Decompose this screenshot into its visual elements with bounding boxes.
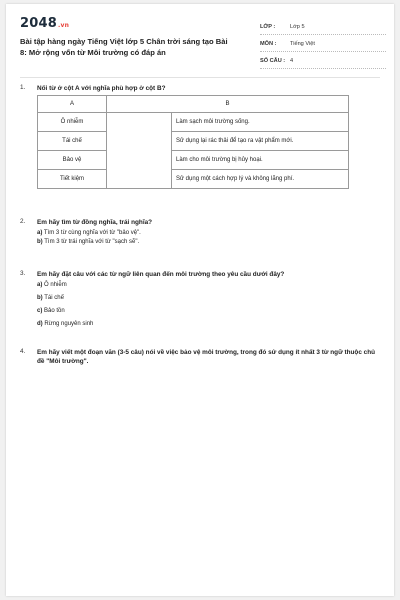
connector-area xyxy=(107,113,172,189)
meta-value: Lớp 5 xyxy=(290,24,305,30)
question-number: 2. xyxy=(20,218,26,225)
sub-marker: c) xyxy=(37,308,43,314)
cell-b: Sử dụng lại rác thải để tạo ra vật phẩm mới. xyxy=(172,132,349,151)
question-number: 1. xyxy=(20,84,26,91)
meta-value: 4 xyxy=(290,58,294,64)
question-number: 3. xyxy=(20,270,26,277)
table-row xyxy=(38,151,349,170)
sub-marker: a) xyxy=(37,282,43,288)
sub-text: Tái chế xyxy=(44,295,64,301)
meta-label: LỚP : xyxy=(260,24,276,30)
sub-item xyxy=(37,320,93,329)
matching-table xyxy=(37,95,349,189)
sub-marker: b) xyxy=(37,239,43,245)
column-header-a: A xyxy=(38,96,107,113)
sub-marker: d) xyxy=(37,321,43,327)
question-number: 4. xyxy=(20,348,26,355)
meta-row-grade xyxy=(260,22,386,35)
cell-b: Làm sạch môi trường sống. xyxy=(172,113,349,132)
meta-label: MÔN : xyxy=(260,41,277,47)
logo-main: 2048 xyxy=(20,16,57,31)
question-text: Nối từ ở cột A với nghĩa phù hợp ở cột B? xyxy=(37,85,166,92)
table-row xyxy=(38,132,349,151)
sub-text: Tìm 3 từ cùng nghĩa với từ "bảo vệ". xyxy=(43,230,141,236)
sub-marker: b) xyxy=(37,295,43,301)
sub-marker: a) xyxy=(37,230,43,236)
table-row xyxy=(38,113,349,132)
meta-label: SỐ CÂU : xyxy=(260,58,286,64)
worksheet-title: Bài tập hàng ngày Tiếng Việt lớp 5 Chân trời sáng tạo Bài 8: Mở rộng vốn từ Môi trường có đáp án xyxy=(20,37,228,57)
table-row xyxy=(38,170,349,189)
worksheet-header xyxy=(20,14,386,70)
worksheet-meta xyxy=(260,22,386,73)
question-text: Em hãy đặt câu với các từ ngữ liên quan đến môi trường theo yêu cầu dưới đây? xyxy=(37,271,285,278)
sub-item xyxy=(37,294,64,303)
cell-a: Ô nhiễm xyxy=(38,113,107,132)
question-4 xyxy=(20,348,380,372)
question-text: Em hãy tìm từ đồng nghĩa, trái nghĩa? xyxy=(37,219,153,226)
sub-text: Tìm 3 từ trái nghĩa với từ "sạch sẽ". xyxy=(44,239,140,245)
column-header-b: B xyxy=(107,96,349,113)
sub-text: Rừng nguyên sinh xyxy=(44,321,94,327)
cell-a: Tái chế xyxy=(38,132,107,151)
question-2 xyxy=(20,218,380,258)
cell-a: Bảo vệ xyxy=(38,151,107,170)
worksheet-page xyxy=(6,4,394,596)
sub-item xyxy=(37,307,65,316)
site-logo[interactable] xyxy=(20,16,69,31)
sub-item xyxy=(37,229,141,238)
cell-b: Làm cho môi trường bị hủy hoại. xyxy=(172,151,349,170)
sub-item xyxy=(37,281,67,290)
question-3 xyxy=(20,270,380,340)
question-text: Em hãy viết một đoạn văn (3-5 câu) nói về việc bảo vệ môi trường, trong đó sử dụng ít nhất 3 từ ngữ thuộc chủ đề "Môi trường". xyxy=(37,349,376,365)
table-header-row xyxy=(38,96,349,113)
meta-row-subject xyxy=(260,39,386,52)
meta-value: Tiếng Việt xyxy=(290,41,315,47)
sub-text: Ô nhiễm xyxy=(44,282,67,288)
logo-tld: .vn xyxy=(57,22,70,29)
meta-row-count xyxy=(260,56,386,69)
sub-text: Bảo tồn xyxy=(44,308,65,314)
cell-a: Tiết kiệm xyxy=(38,170,107,189)
sub-item xyxy=(37,238,139,247)
header-divider xyxy=(20,77,380,78)
cell-b: Sử dụng một cách hợp lý và không lãng phí. xyxy=(172,170,349,189)
question-1 xyxy=(20,84,380,196)
